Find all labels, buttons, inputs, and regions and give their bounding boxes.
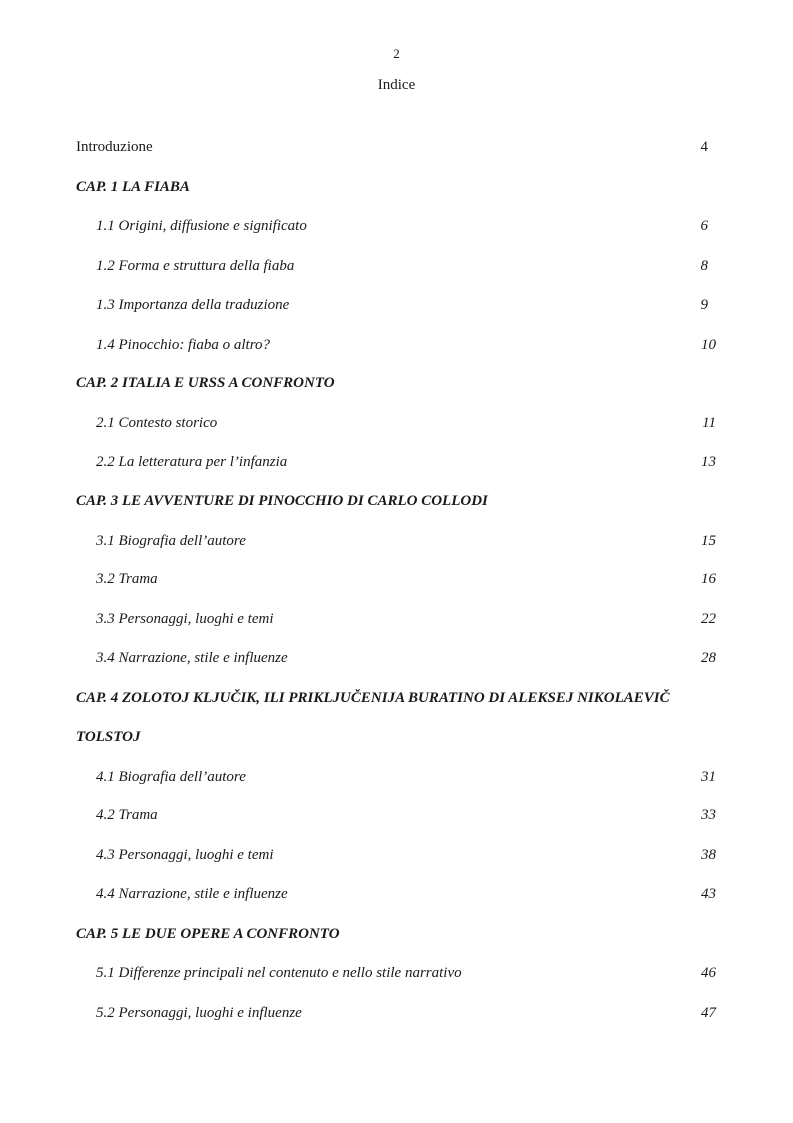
page-number: 2	[393, 46, 400, 61]
toc-entry-page: 15	[701, 533, 716, 549]
chapter-title: CAP. 4 ZOLOTOJ KLJUČIK, ILI PRIKLJUČENIJA BURATINO DI ALEKSEJ NIKOLAEVIČ	[76, 690, 670, 706]
toc-entry-page: 47	[701, 1005, 716, 1021]
toc-entry-page: 16	[701, 571, 716, 587]
toc-entry-1-3[interactable]	[76, 295, 716, 315]
toc-entry-label: 2.1 Contesto storico	[96, 415, 218, 431]
toc-entry-label: Introduzione	[76, 139, 153, 155]
toc-entry-4-4[interactable]	[76, 884, 716, 904]
toc-entry-label: 2.2 La letteratura per l’infanzia	[96, 454, 288, 470]
chapter-title-continuation: TOLSTOJ	[76, 729, 141, 745]
toc-entry-page: 9	[700, 297, 708, 313]
toc-chapter-2[interactable]	[76, 373, 716, 393]
toc-entry-label: 4.2 Trama	[96, 807, 158, 823]
toc-entry-introduction[interactable]	[76, 137, 716, 157]
toc-entry-1-1[interactable]	[76, 216, 716, 236]
chapter-title: CAP. 3 LE AVVENTURE DI PINOCCHIO DI CARLO COLLODI	[76, 493, 488, 509]
toc-entry-3-2[interactable]	[76, 569, 716, 589]
toc-entry-page: 33	[701, 807, 716, 823]
toc-entry-label: 3.1 Biografia dell’autore	[96, 533, 246, 549]
toc-chapter-4-continued[interactable]	[76, 727, 716, 747]
toc-entry-label: 4.3 Personaggi, luoghi e temi	[96, 847, 274, 863]
toc-chapter-4[interactable]	[76, 688, 716, 708]
toc-entry-label: 4.4 Narrazione, stile e influenze	[96, 886, 288, 902]
toc-entry-3-1[interactable]	[76, 531, 716, 551]
toc-entry-label: 5.2 Personaggi, luoghi e influenze	[96, 1005, 302, 1021]
toc-entry-page: 46	[701, 965, 716, 981]
toc-entry-label: 5.1 Differenze principali nel contenuto e nello stile narrativo	[96, 965, 462, 981]
toc-entry-page: 13	[701, 454, 716, 470]
toc-chapter-3[interactable]	[76, 491, 716, 511]
toc-entry-1-4[interactable]	[76, 335, 716, 355]
toc-entry-1-2[interactable]	[76, 256, 716, 276]
toc-entry-5-2[interactable]	[76, 1003, 716, 1023]
toc-entry-page: 43	[701, 886, 716, 902]
toc-entry-4-3[interactable]	[76, 845, 716, 865]
toc-entry-page: 10	[701, 337, 716, 353]
toc-entry-label: 1.3 Importanza della traduzione	[96, 297, 290, 313]
toc-entry-3-4[interactable]	[76, 648, 716, 668]
toc-entry-label: 1.1 Origini, diffusione e significato	[96, 218, 307, 234]
toc-entry-2-1[interactable]	[76, 413, 716, 433]
toc-entry-page: 4	[700, 139, 708, 155]
toc-entry-label: 3.3 Personaggi, luoghi e temi	[96, 611, 274, 627]
toc-entry-page: 31	[701, 769, 716, 785]
toc-entry-page: 38	[701, 847, 716, 863]
chapter-title: CAP. 2 ITALIA E URSS A CONFRONTO	[76, 375, 335, 391]
toc-entry-page: 28	[701, 650, 716, 666]
toc-entry-label: 1.2 Forma e struttura della fiaba	[96, 258, 295, 274]
toc-entry-page: 6	[700, 218, 708, 234]
toc-entry-4-1[interactable]	[76, 767, 716, 787]
toc-chapter-1[interactable]	[76, 177, 716, 197]
chapter-title: CAP. 1 LA FIABA	[76, 179, 190, 195]
toc-entry-page: 11	[702, 415, 716, 431]
toc-chapter-5[interactable]	[76, 924, 716, 944]
toc-entry-5-1[interactable]	[76, 963, 716, 983]
toc-entry-3-3[interactable]	[76, 609, 716, 629]
toc-entry-page: 22	[701, 611, 716, 627]
toc-entry-label: 1.4 Pinocchio: fiaba o altro?	[96, 337, 271, 353]
page-title: Indice	[377, 77, 416, 93]
toc-entry-page: 8	[700, 258, 708, 274]
toc-entry-4-2[interactable]	[76, 805, 716, 825]
toc-entry-2-2[interactable]	[76, 452, 716, 472]
chapter-title: CAP. 5 LE DUE OPERE A CONFRONTO	[76, 926, 340, 942]
toc-entry-label: 4.1 Biografia dell’autore	[96, 769, 246, 785]
toc-entry-label: 3.4 Narrazione, stile e influenze	[96, 650, 288, 666]
toc-entry-label: 3.2 Trama	[96, 571, 158, 587]
